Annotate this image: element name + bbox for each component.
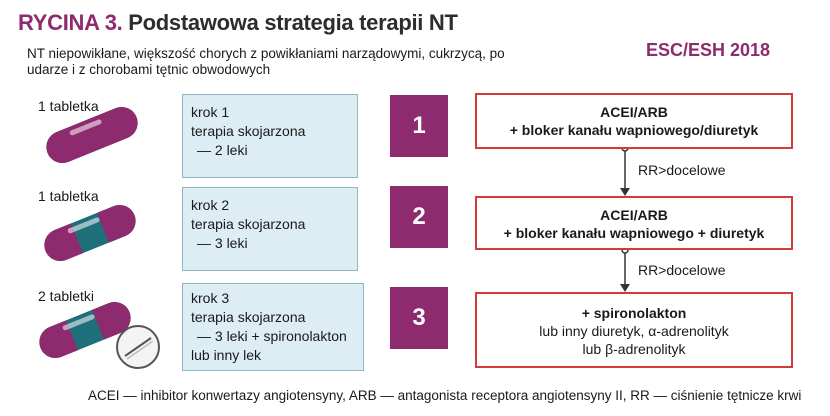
step-number-2: 2 (390, 186, 448, 248)
flow-arrow-1 (620, 145, 630, 196)
flow-arrow-2 (620, 247, 630, 292)
therapy-box-2 (475, 196, 793, 250)
footnote: ACEI — inhibitor konwertazy angiotensyny, ARB — antagonista receptora angiotensyny II, RR — ciśnienie tętnicze krwi (88, 388, 802, 403)
tablet-icon (117, 326, 159, 368)
figure-label: RYCINA 3. (18, 10, 123, 35)
step-line: krok 2 (191, 197, 230, 213)
therapy-line: + spironolakton (581, 305, 687, 321)
step-line: — 2 leki (197, 142, 248, 158)
pill-count-3: 2 tabletki (38, 288, 95, 304)
therapy-line: + bloker kanału wapniowego + diuretyk (503, 225, 765, 241)
condition-label-1: RR>docelowe (638, 162, 726, 178)
step-line: — 3 leki (197, 235, 248, 251)
step-line: lub inny lek (191, 347, 262, 363)
therapy-box-3 (475, 292, 793, 368)
therapy-line: ACEI/ARB (600, 207, 668, 223)
step-box-3 (182, 283, 364, 371)
step-line: krok 3 (191, 290, 230, 306)
therapy-box-1 (475, 93, 793, 149)
step-line: terapia skojarzona (191, 216, 306, 232)
step-number-3: 3 (390, 287, 448, 349)
therapy-line: lub inny diuretyk, α-adrenolityk (539, 323, 729, 339)
step-line: krok 1 (191, 104, 230, 120)
therapy-line: ACEI/ARB (600, 104, 668, 120)
step-line: — 3 leki + spironolakton (197, 328, 347, 344)
pill-count-1: 1 tabletka (38, 98, 99, 114)
title-text: Podstawowa strategia terapii NT (128, 10, 458, 35)
figure-subtitle: NT niepowikłane, większość chorych z powikłaniami narządowymi, cukrzycą, po udarze i z chorobami tętnic obwodowych (27, 46, 505, 77)
condition-label-2: RR>docelowe (638, 262, 726, 278)
step-box-2 (182, 187, 358, 271)
therapy-line: lub β-adrenolityk (582, 341, 686, 357)
capsule-icon-2 (40, 200, 141, 266)
step-line: terapia skojarzona (191, 123, 306, 139)
step-line: terapia skojarzona (191, 309, 306, 325)
source-label: ESC/ESH 2018 (646, 40, 771, 60)
pill-count-2: 1 tabletka (38, 188, 99, 204)
step-number-1: 1 (390, 95, 448, 157)
step-box-1 (182, 94, 358, 178)
therapy-line: + bloker kanału wapniowego/diuretyk (509, 122, 759, 138)
